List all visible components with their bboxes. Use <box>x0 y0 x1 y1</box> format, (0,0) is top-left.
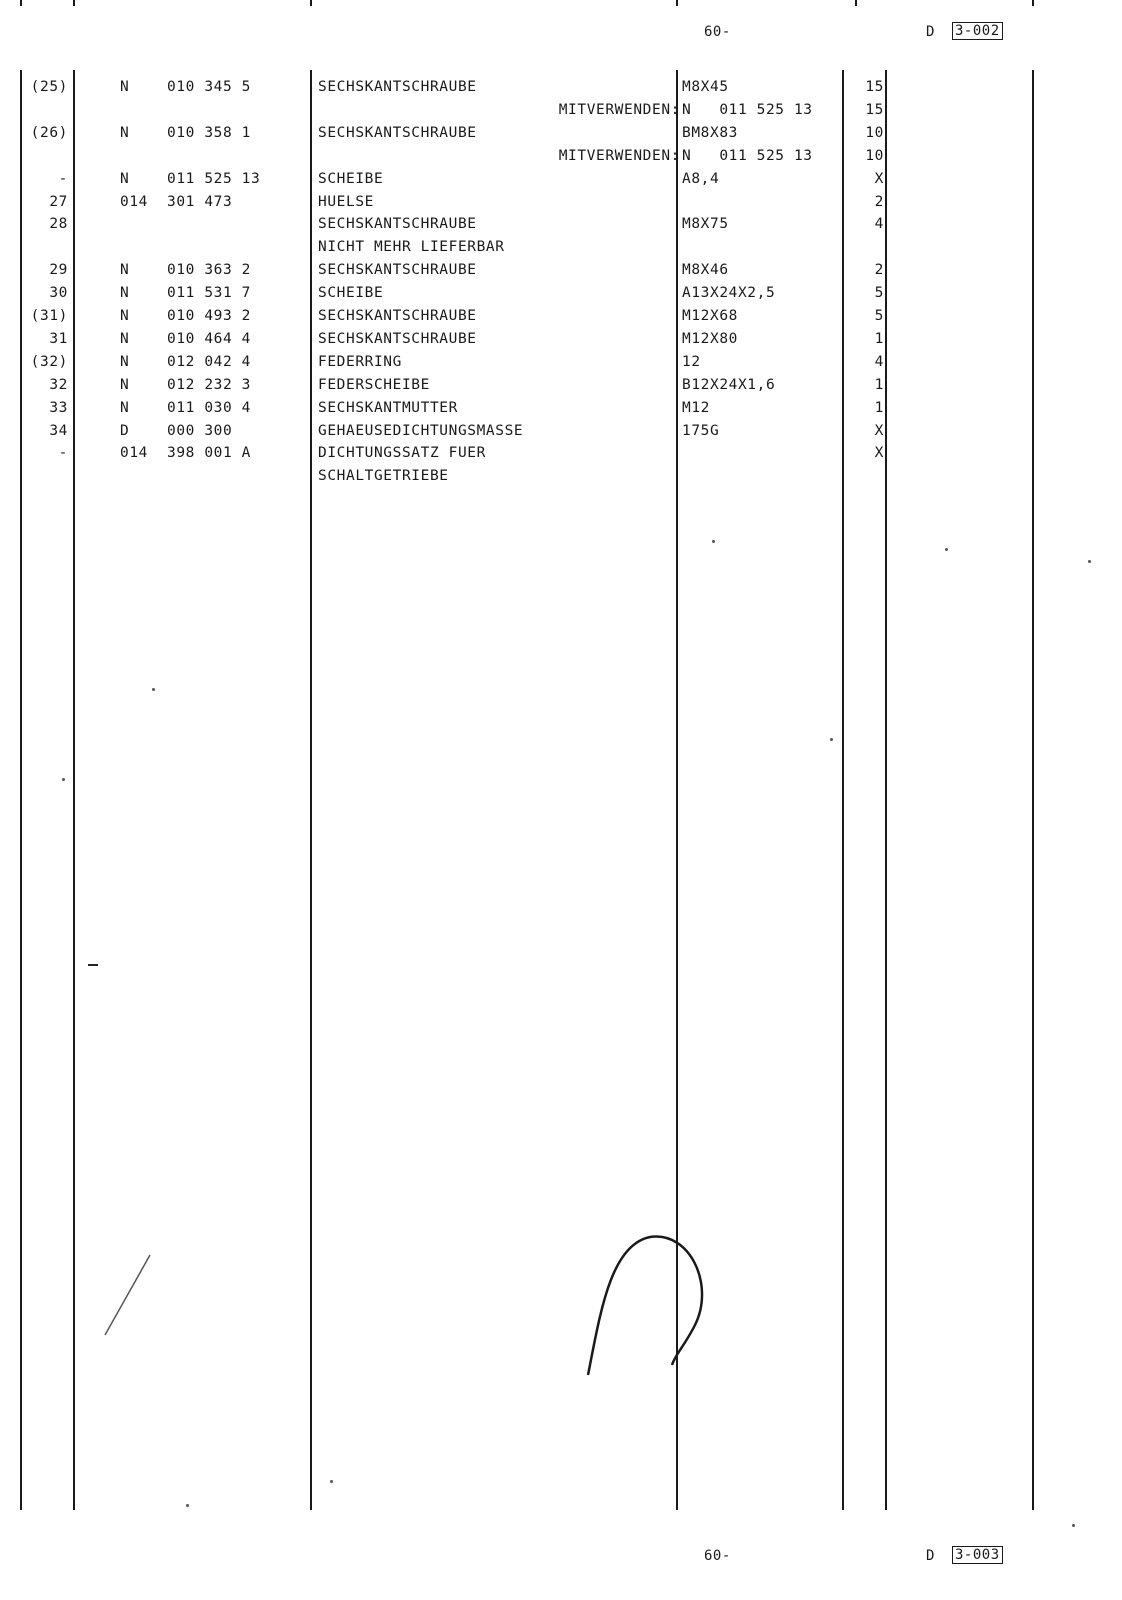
table-row <box>0 259 1122 281</box>
quantity: 5 <box>874 285 884 302</box>
quantity: 1 <box>874 399 884 416</box>
part-prefix: D <box>120 422 130 439</box>
part-description: SECHSKANTSCHRAUBE <box>318 124 477 141</box>
part-specification: A13X24X2,5 <box>682 285 776 302</box>
part-prefix: N <box>120 353 130 370</box>
quantity: X <box>874 170 884 187</box>
part-number: 011 531 7 <box>167 285 251 302</box>
quantity: 2 <box>874 193 884 210</box>
table-row <box>0 420 1122 442</box>
part-number: 010 493 2 <box>167 308 251 324</box>
handwritten-loop-mark <box>580 1225 720 1385</box>
part-number: 010 358 1 <box>167 124 251 141</box>
part-description: SCHALTGETRIEBE <box>318 468 449 485</box>
table-row <box>0 328 1122 350</box>
position-number: 30 <box>49 285 68 302</box>
part-prefix: N <box>120 285 130 302</box>
table-row <box>0 465 1122 487</box>
top-tick <box>1032 0 1034 6</box>
footer-lang: D <box>926 1548 935 1564</box>
position-number: 27 <box>49 193 68 210</box>
part-specification: M8X75 <box>682 216 729 233</box>
part-number: 012 232 3 <box>167 376 251 393</box>
scan-speck <box>830 738 833 741</box>
quantity: 15 <box>865 101 884 118</box>
header-lang: D <box>926 24 935 40</box>
part-specification: M8X46 <box>682 262 729 279</box>
position-number: - <box>58 445 68 462</box>
part-prefix: N <box>120 170 130 187</box>
table-row <box>0 213 1122 235</box>
position-number: 31 <box>49 330 68 347</box>
part-specification: N 011 525 13 <box>682 101 813 118</box>
part-specification: 12 <box>682 353 701 370</box>
part-prefix: N <box>120 79 130 95</box>
scan-speck <box>712 540 715 543</box>
table-row <box>0 305 1122 327</box>
table-row <box>0 191 1122 213</box>
part-number: 010 464 4 <box>167 330 251 347</box>
part-description: FEDERSCHEIBE <box>318 376 430 393</box>
quantity: 2 <box>874 262 884 279</box>
part-specification: BM8X83 <box>682 124 738 141</box>
scan-speck <box>330 1480 333 1483</box>
part-description: SCHEIBE <box>318 170 384 187</box>
position-number: - <box>58 170 68 187</box>
scan-speck <box>62 778 65 781</box>
table-row <box>0 374 1122 396</box>
part-prefix: N <box>120 308 130 324</box>
dash-mark <box>86 960 126 970</box>
use-with-label: MITVERWENDEN: <box>558 101 680 118</box>
quantity: 1 <box>874 376 884 393</box>
table-row <box>0 282 1122 304</box>
position-number: 33 <box>49 399 68 416</box>
part-number: 012 042 4 <box>167 353 251 370</box>
part-specification: M12X68 <box>682 308 738 324</box>
part-prefix: N <box>120 399 130 416</box>
table-row <box>0 168 1122 190</box>
table-row <box>0 236 1122 258</box>
use-with-label: MITVERWENDEN: <box>558 147 680 164</box>
part-number: 301 473 <box>167 193 233 210</box>
top-tick <box>855 0 857 6</box>
quantity: 4 <box>874 216 884 233</box>
part-number: 010 345 5 <box>167 79 251 95</box>
top-tick <box>676 0 678 6</box>
top-tick <box>73 0 75 6</box>
quantity: 10 <box>865 147 884 164</box>
part-description: DICHTUNGSSATZ FUER <box>318 445 486 462</box>
position-number: 32 <box>49 376 68 393</box>
scan-speck <box>945 548 948 551</box>
part-description: SECHSKANTSCHRAUBE <box>318 308 477 324</box>
quantity: 5 <box>874 308 884 324</box>
part-prefix: 014 <box>120 445 148 462</box>
part-description: NICHT MEHR LIEFERBAR <box>318 239 505 256</box>
table-row <box>0 76 1122 98</box>
part-prefix: N <box>120 262 130 279</box>
table-row <box>0 397 1122 419</box>
part-description: HUELSE <box>318 193 374 210</box>
quantity: 15 <box>865 79 884 95</box>
top-tick <box>310 0 312 6</box>
position-number: (25) <box>30 79 68 95</box>
part-prefix: 014 <box>120 193 148 210</box>
pencil-stroke-mark <box>100 1250 160 1340</box>
quantity: X <box>874 422 884 439</box>
part-number: 011 525 13 <box>167 170 261 187</box>
part-description: SECHSKANTMUTTER <box>318 399 458 416</box>
table-row <box>0 145 1122 167</box>
scan-speck <box>152 688 155 691</box>
part-number: 010 363 2 <box>167 262 251 279</box>
part-specification: A8,4 <box>682 170 720 187</box>
position-number: (32) <box>30 353 68 370</box>
header-page-ref: 60- <box>704 24 731 40</box>
part-prefix: N <box>120 330 130 347</box>
scan-speck <box>1088 560 1091 563</box>
part-specification: 175G <box>682 422 720 439</box>
part-number: 000 300 <box>167 422 233 439</box>
position-number: (26) <box>30 124 68 141</box>
part-description: SCHEIBE <box>318 285 384 302</box>
top-tick <box>20 0 22 6</box>
part-description: SECHSKANTSCHRAUBE <box>318 330 477 347</box>
quantity: 4 <box>874 353 884 370</box>
part-specification: N 011 525 13 <box>682 147 813 164</box>
quantity: X <box>874 445 884 462</box>
part-description: SECHSKANTSCHRAUBE <box>318 216 477 233</box>
table-row <box>0 122 1122 144</box>
scan-speck <box>186 1504 189 1507</box>
part-description: SECHSKANTSCHRAUBE <box>318 262 477 279</box>
position-number: 28 <box>49 216 68 233</box>
part-prefix: N <box>120 124 130 141</box>
part-prefix: N <box>120 376 130 393</box>
part-specification: M12 <box>682 399 710 416</box>
footer-sheet-number: 3-003 <box>952 1546 1003 1564</box>
table-row <box>0 99 1122 121</box>
quantity: 10 <box>865 124 884 141</box>
part-specification: B12X24X1,6 <box>682 376 776 393</box>
table-row <box>0 351 1122 373</box>
scan-speck <box>1072 1524 1075 1527</box>
part-specification: M8X45 <box>682 79 729 95</box>
part-description: SECHSKANTSCHRAUBE <box>318 79 477 95</box>
part-number: 398 001 A <box>167 445 251 462</box>
position-number: 29 <box>49 262 68 279</box>
quantity: 1 <box>874 330 884 347</box>
header-sheet-number: 3-002 <box>952 22 1003 40</box>
part-specification: M12X80 <box>682 330 738 347</box>
part-description: FEDERRING <box>318 353 402 370</box>
position-number: (31) <box>30 308 68 324</box>
position-number: 34 <box>49 422 68 439</box>
table-row <box>0 442 1122 464</box>
footer-page-ref: 60- <box>704 1548 731 1564</box>
part-number: 011 030 4 <box>167 399 251 416</box>
part-description: GEHAEUSEDICHTUNGSMASSE <box>318 422 524 439</box>
